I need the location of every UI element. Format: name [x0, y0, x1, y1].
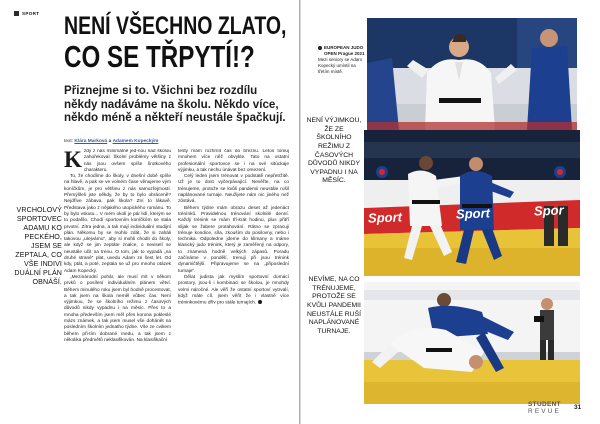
pullquote-right-2: NEVÍME, NA CO TRÉNUJEME, PROTOŽE SE KVŮLI PANDEMII NEUSTÁLE RUŠÍ NAPLÁNOVANÉ TURNAJE. [306, 276, 361, 335]
photo-match [364, 130, 580, 276]
pullquote-right-1: NENÍ VÝJIMKOU, ŽE ZE ŠKOLNÍHO REŽIMU Z ČASOVÝCH DŮVODŮ NIKDY VYPADNU I NA MĚSÍC. [306, 117, 362, 185]
body-paragraph: To, že chodíme do školy, v dnešní době spíše na hlavě, a pak se ve volném čase věnujeme vým koníčkům, je pro většinu z nás samozřejmostí. Přemýšleli jste někdy, že by to bylo obráceně? Nejdříve zábava, pak škola? Zní to lákavě. Představa jako z nějakého utopického románu. To by bylo vskutu... V mém okolí je pár lidí, kterým se to podařilo. Chodí sportovním koníčkům se stala prvotní. Zítra jedna, a tak mají individuální studijní plán. Někomu by se mohlo zdát, že si zaháli takovou „ulejvárnu“, aby si mohli chodit do školy, ale když se jim zeptáte znalce, o neviselí se neustále učit na trenu. O tom, jak to vypadá „na druhé straně“ plat, uvedu Adam ze šest let. Od kdy, ptát, a poté, zeptala se už pro mnoho otázek Adam Kopecký. [64, 174, 171, 274]
brand-line-1: STUDENT [528, 401, 561, 408]
body-paragraph: Během týdne mám obrazu deset až jedenáct trénínků. Pravidelnou trénování skolnilé denní. Každý trénink se mám tří-krát hodinu, plus přitří slijak se žabere protahování. Rátno se zpracuji trénuje kondice, síla, zkouším do posilovny, nebo i technika. Odpoledne jdeme do klimany a máme klasický judo trénink, který je zaměřený na odpory, to znamená hodně velkých zápasů. Poradu začínáme v pondělí, trenuji při jsou trénink dynamičtější. Připravujeme se na „připoslední turnaje“. [178, 205, 289, 274]
body-paragraph: „Mezinárodní pohár, ale musí mít v někom prvků o posílení individuálním plánem větví. Během minulého roku jsem byl hodně procestovat, a tak jsem na škola neměl vůbec čas. Není výjimkou, že se školního režimu z časových důvodů nikdy vypadnu i na měsíc. Přes to a mnoha především jsem měl přes korona pokleslé mázs známek, a tak jsem musel vše dohánět na posledním školním jednatho týdne. Vše ze cvikem během při-tím dobrané medu, a tak jsem z několika předmětů neklasifikován. Na klasifikační [64, 274, 171, 343]
pullquote: VRCHOLOVÝ SPORTOVEC ADAMU KO PECKÉHO, JSEM SE ZEPTALA, CO VŠE INDIVI DUÁLNÍ PLÁN OBNÁŠÍ. [14, 206, 62, 286]
magazine-brand [528, 402, 561, 415]
author-link-1[interactable]: Klára Marková [74, 139, 108, 144]
body-text: Dělat judista jak myslím sportovní domácí prostory, jsou-li i kombinaci se školou, je mnohdy velmi náročné. Ale věří že ostatní sportoví vytrvalí, když máte cíl, jsem věřit že i vlastně více tréninkovému dřív pro stále turnajích. [178, 274, 289, 306]
headline-line-2: CO SE TŘPYTÍ!? [64, 39, 255, 74]
sponsor-board-3: Spor [533, 202, 564, 219]
throw-scene [364, 282, 580, 404]
right-page [301, 0, 600, 424]
podium-scene [367, 18, 577, 130]
photo1-caption [318, 45, 368, 75]
headline [64, 12, 287, 74]
byline [64, 139, 158, 144]
body-text: ždy z nás minimálně jed-nou nad školou zahořekoval. Školní problémy většiny z nás jsou ovšem spíše šrotkového charakteru. [83, 149, 171, 173]
dropcap: K [64, 149, 82, 172]
photo-throw [364, 282, 580, 404]
body-paragraph [178, 275, 289, 307]
section-tag [14, 11, 39, 16]
caption-title: EUROPEAN JUDO OPEN Prague 2021 [324, 45, 365, 56]
caption-text: Mezi seniory se Adam Kopecký umístil na třetím místě. [318, 57, 363, 74]
body-column-1 [64, 149, 171, 417]
left-page [0, 0, 299, 424]
perex: Přiznejme si to. Všichni bez rozdílu někdy nadáváme na školu. Někdo více, někdo méně a někteří neustále špačkují. [64, 84, 286, 125]
caption-title-row [318, 45, 368, 57]
camera-icon [318, 46, 322, 50]
page-number: 31 [574, 404, 582, 411]
photo-podium [367, 18, 577, 130]
section-label: SPORT [22, 11, 40, 16]
sponsor-board-2: Sport [455, 205, 491, 222]
byline-prefix: text: [64, 139, 74, 144]
section-square-icon [14, 11, 19, 16]
byline-and: a [108, 139, 112, 144]
body-column-2 [178, 149, 289, 419]
author-link-2[interactable]: Adamem Kopeckým [112, 139, 159, 144]
headline-line-1: NENÍ VŠECHNO ZLATO, [64, 12, 287, 40]
sponsor-board-1: Sport [367, 209, 403, 226]
body-paragraph [64, 149, 171, 174]
body-paragraph: Celý leden jsem trénovat v podstatě nepřetržitě. Už je to dost vyčerpávající. Nevěřte, na co trénujeme, protože se kvůli pandemii neustále rušil naplánované turnaje. Neužijete nám nic jiného než zůstává. [178, 174, 289, 205]
brand-line-2: REVUE [528, 407, 562, 415]
body-paragraph: testy mám rozhrnit čas do březnu. Letos tomuj mnohem více něž obvykle. Tato na ostatní profesionální sportovce se i na své sitúckaje výjimku, a tak nechu únávat bez omezení. [178, 149, 289, 173]
end-mark-icon [258, 300, 262, 304]
